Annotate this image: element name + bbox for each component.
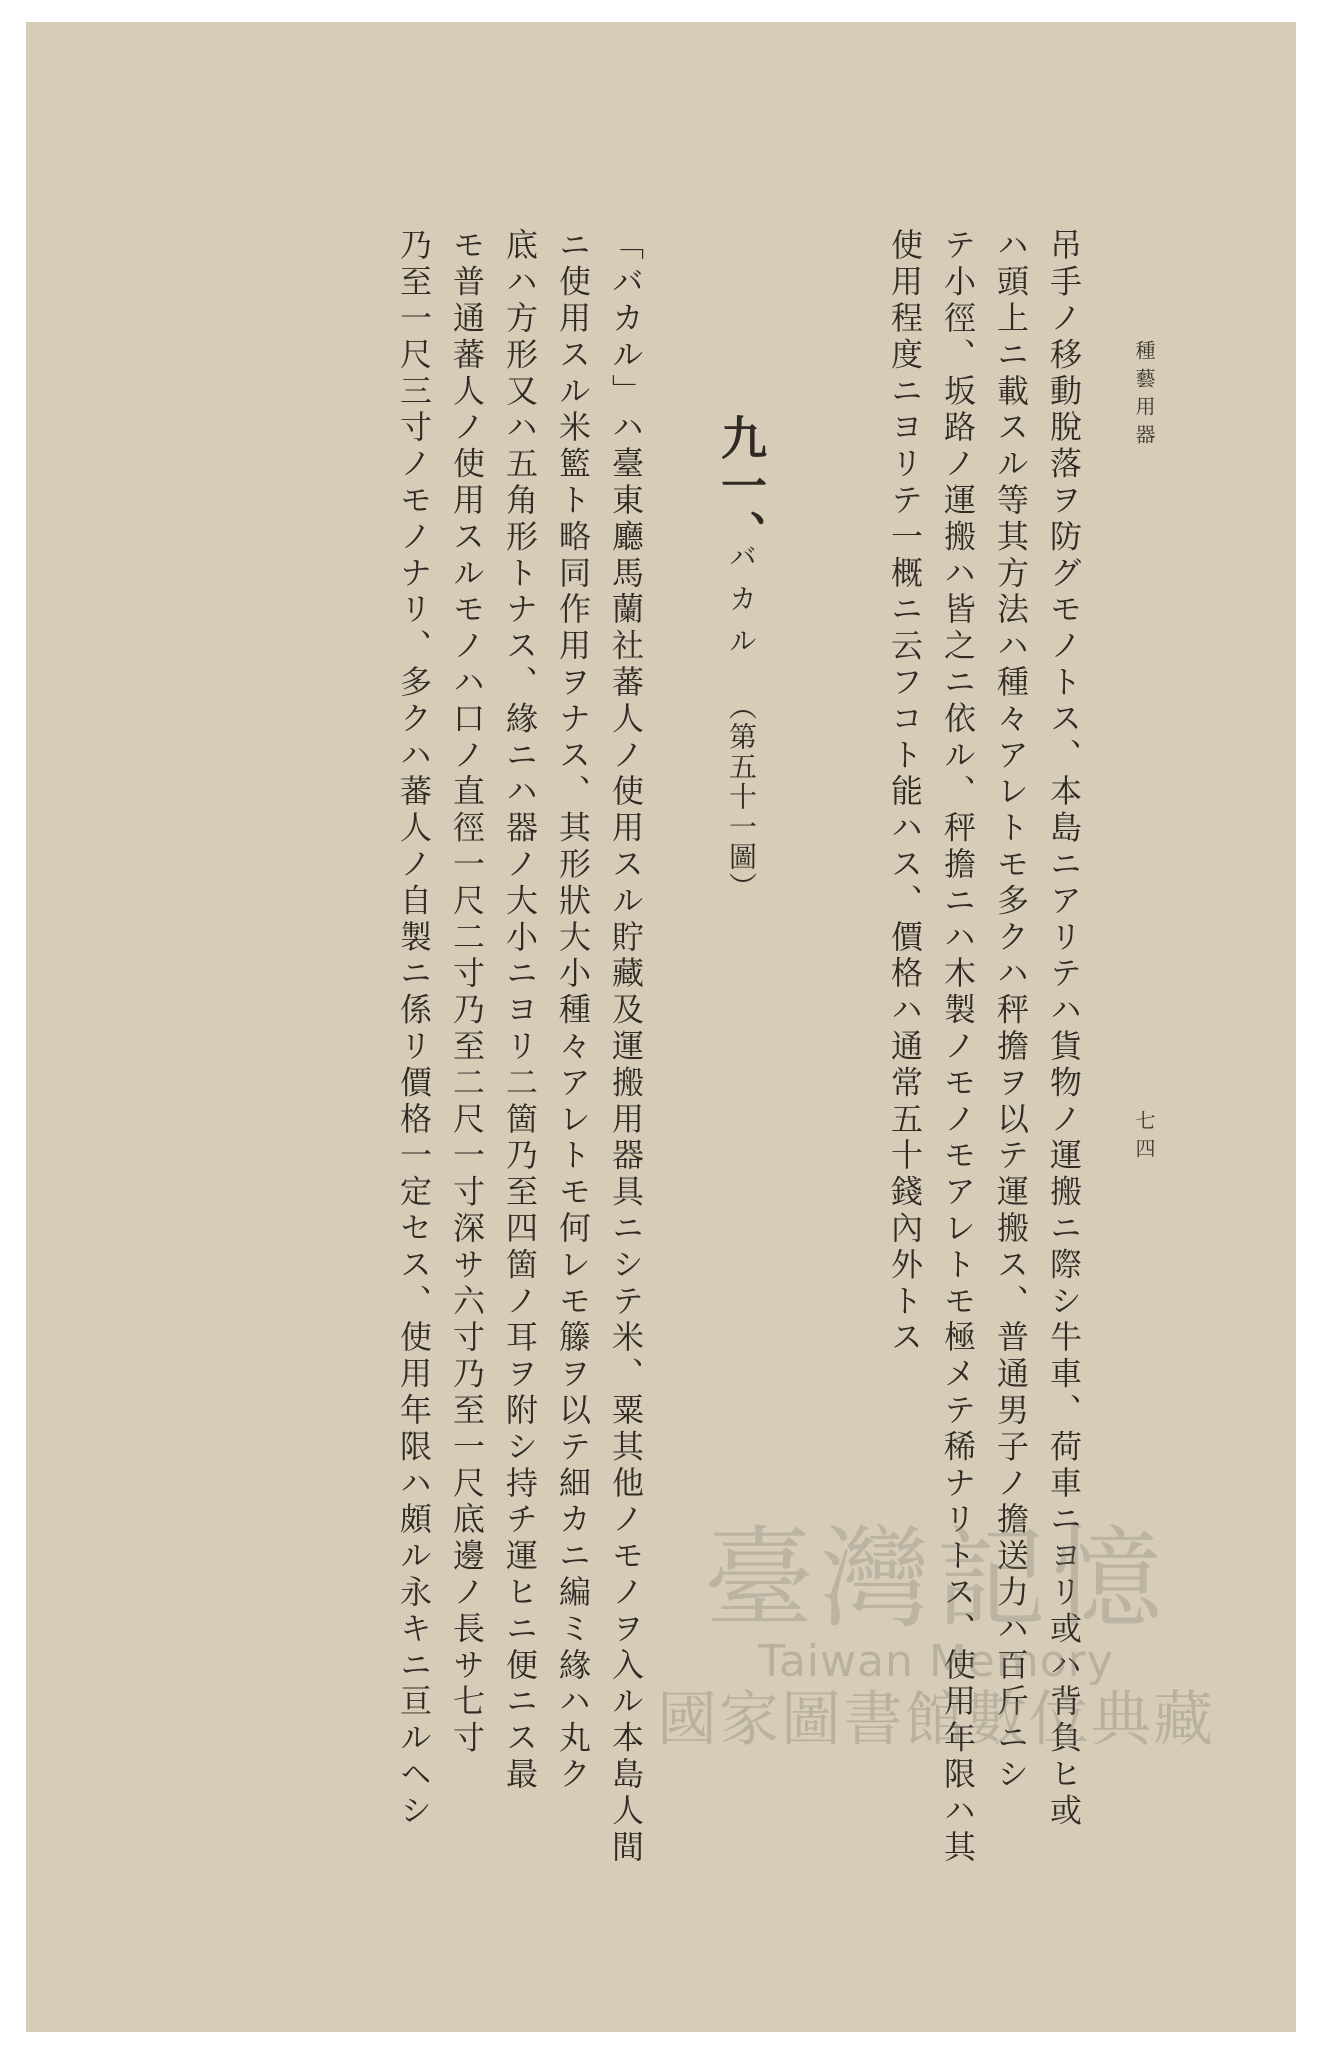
paragraph-line: 吊手ノ移動脫落ヲ防グモノトス、本島ニアリテハ貨物ノ運搬ニ際シ牛車、荷車ニヨリ或ハ背負ヒ或 xyxy=(1045,228,1083,1830)
paragraph-line: 底ハ方形又ハ五角形トナス、緣ニハ器ノ大小ニヨリ二箇乃至四箇ノ耳ヲ附シ持チ運ヒニ便ニス最 xyxy=(501,228,539,1794)
section-number: 九一、 xyxy=(714,414,768,558)
figure-reference: （第五十一圖） xyxy=(725,692,758,902)
paragraph-line: 「バカル」ハ臺東廳馬蘭社蕃人ノ使用スル貯藏及運搬用器具ニシテ米、粟其他ノモノヲ入ル本島人間 xyxy=(607,228,645,1866)
paragraph-line: 使用程度ニヨリテ一概ニ云フコト能ハス、價格ハ通常五十錢內外トス xyxy=(886,228,924,1357)
section-title: バカル xyxy=(725,542,758,668)
paragraph-line: 乃至一尺三寸ノモノナリ、多クハ蕃人ノ自製ニ係リ價格一定セス、使用年限ハ頗ル永キニ亘ルヘシ xyxy=(395,228,433,1830)
running-header: 種藝用器 xyxy=(1132,340,1156,452)
watermark xyxy=(586,1515,1286,1755)
watermark-chinese: 國家圖書館數位典藏 xyxy=(657,1684,1215,1755)
watermark-english: Taiwan Memory xyxy=(758,1635,1114,1687)
paragraph-line: モ普通蕃人ノ使用スルモノハ口ノ直徑一尺二寸乃至二尺一寸深サ六寸乃至一尺底邊ノ長サ七寸 xyxy=(448,228,486,1757)
page-number: 七四 xyxy=(1132,1110,1156,1166)
paragraph-line: ハ頭上ニ載スル等其方法ハ種々アレトモ多クハ秤擔ヲ以テ運搬ス、普通男子ノ擔送力ハ百斤ニシ xyxy=(992,228,1030,1794)
paragraph-line: ニ使用スル米籃ト略同作用ヲナス、其形狀大小種々アレトモ何レモ籐ヲ以テ細カニ編ミ緣ハ丸ク xyxy=(554,228,592,1794)
book-page xyxy=(26,22,1296,2032)
paragraph-line: テ小徑、坂路ノ運搬ハ皆之ニ依ル、秤擔ニハ木製ノモノモアレトモ極メテ稀ナリトス、使用年限ハ其 xyxy=(939,228,977,1866)
watermark-logo: 臺灣記憶 xyxy=(704,1515,1168,1643)
